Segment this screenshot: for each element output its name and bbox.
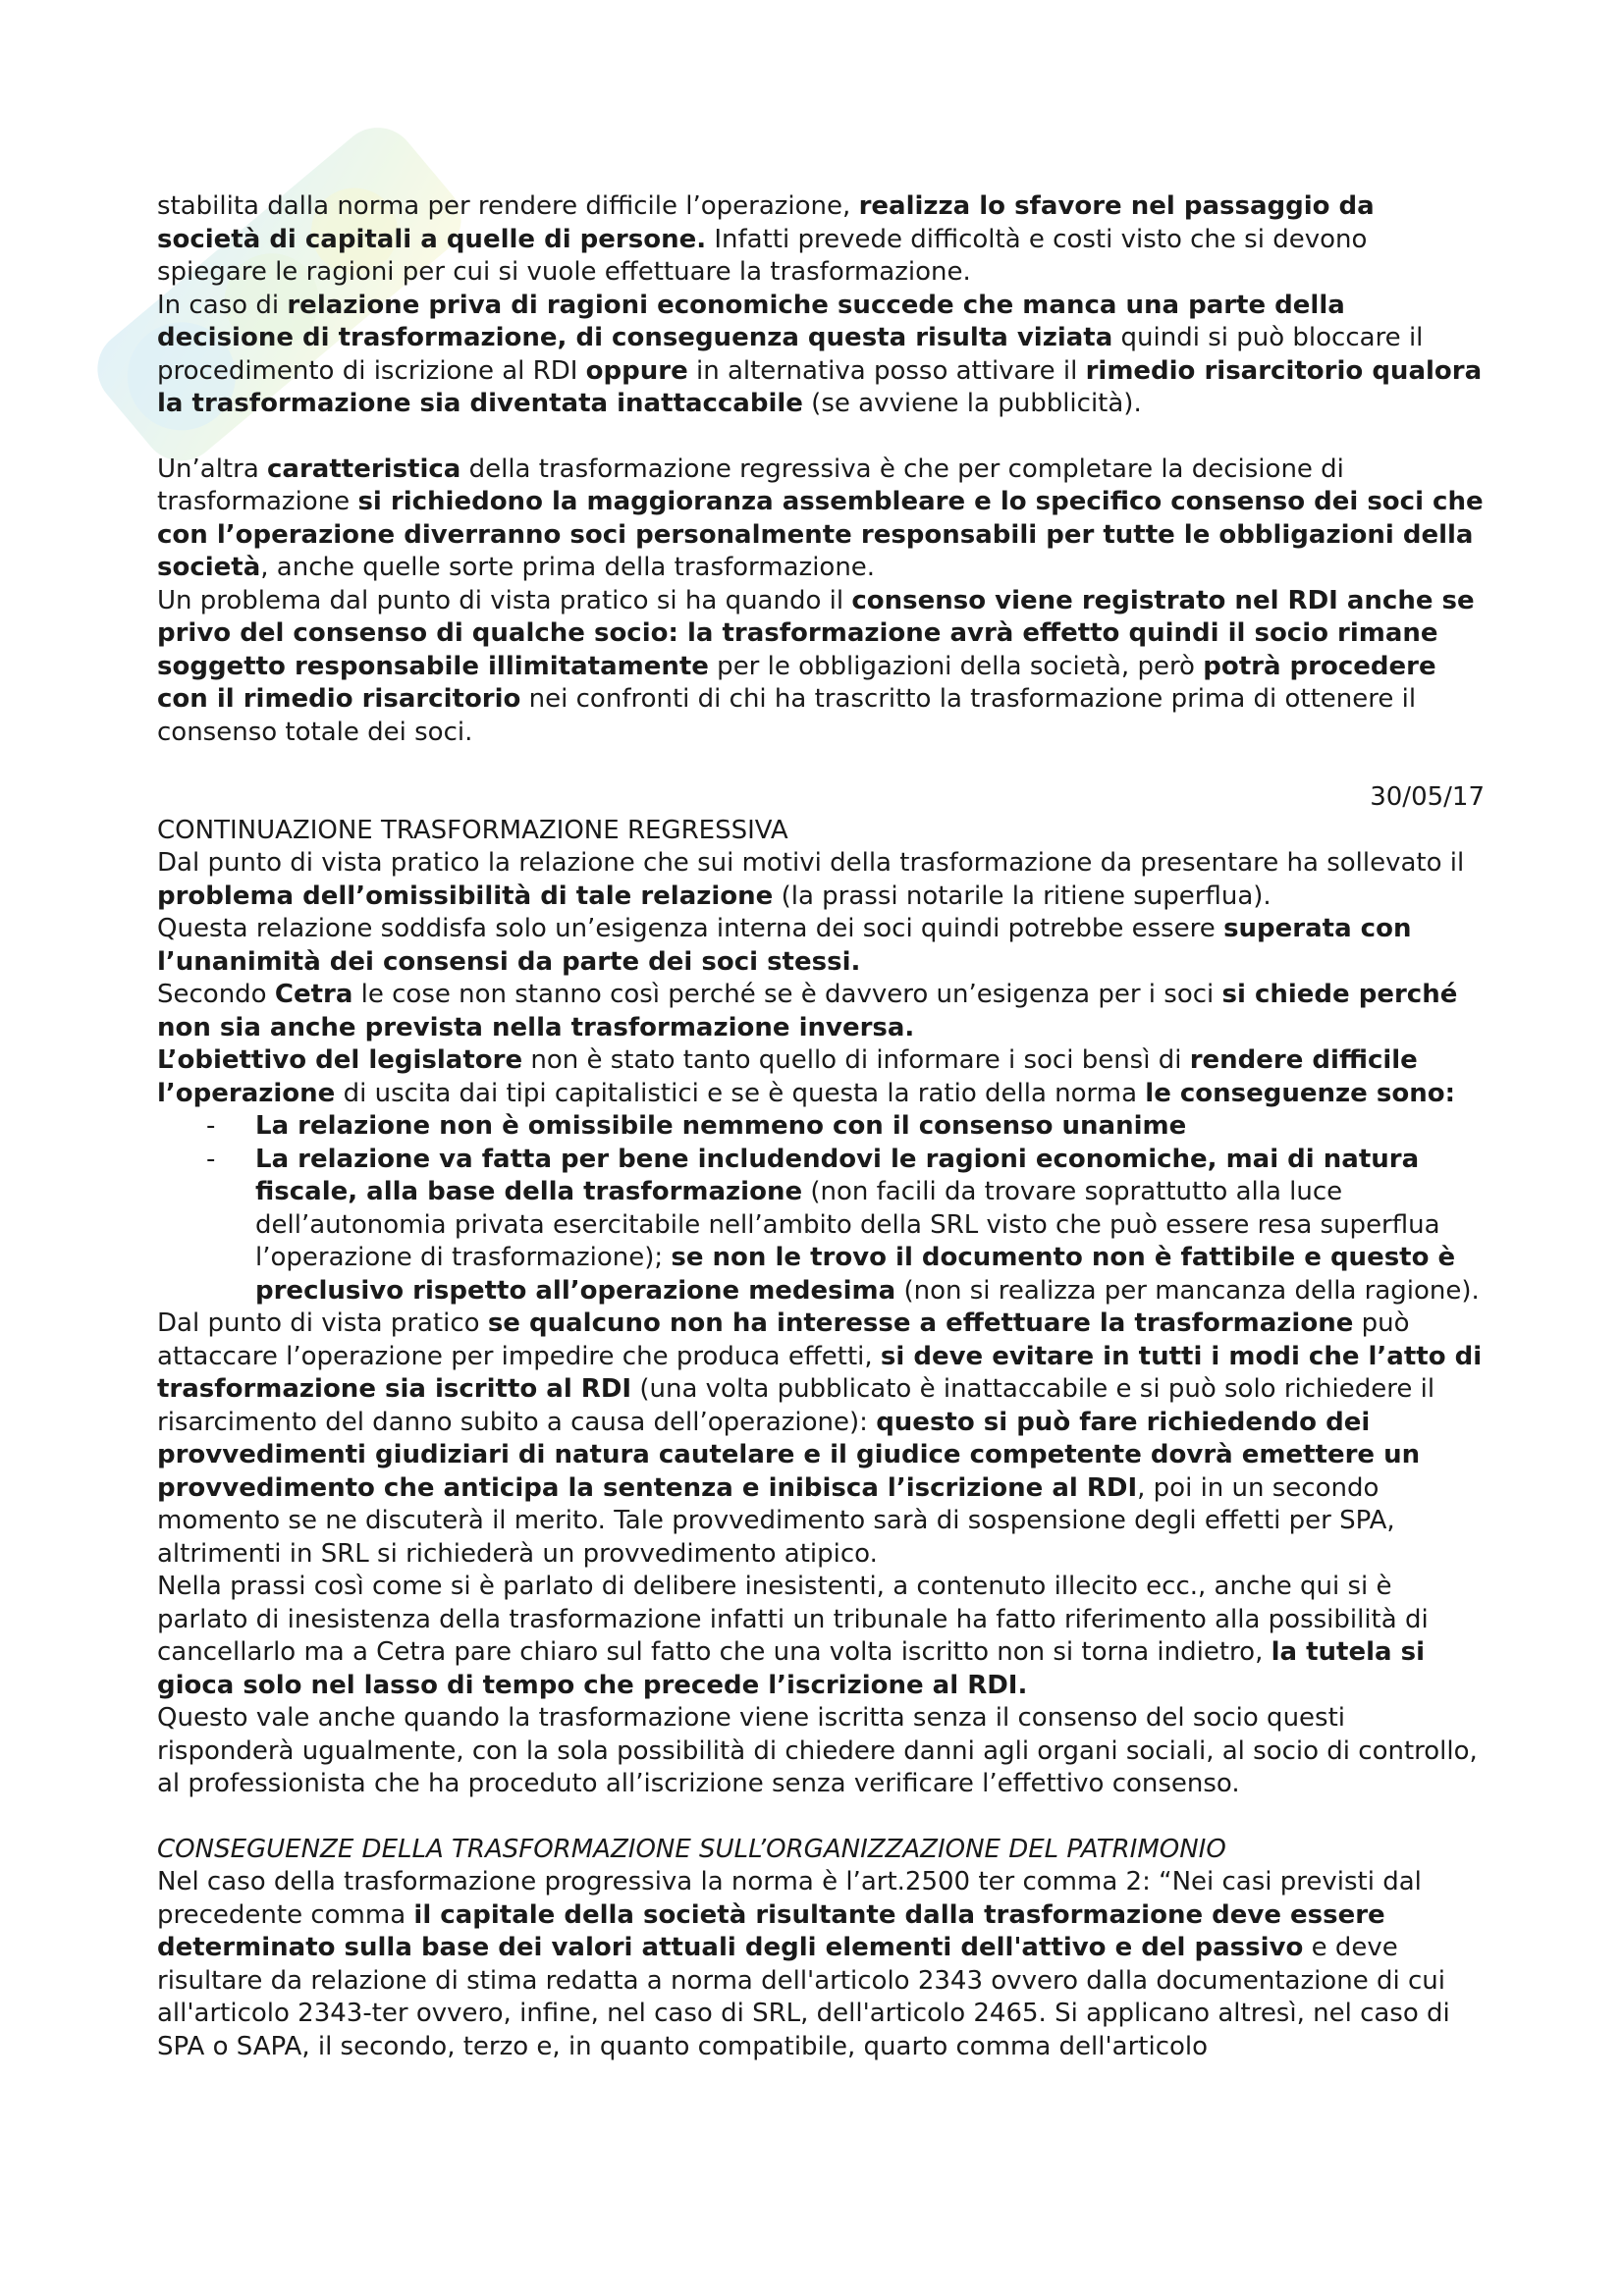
bold-text: se non le trovo il documento non è fattibile e questo è preclusivo rispetto all’operazione medesima	[255, 1243, 1456, 1306]
text-run: Un problema dal punto di vista pratico si ha quando il	[157, 585, 852, 615]
bold-text: la tutela si gioca solo nel lasso di tempo che precede l’iscrizione al RDI.	[157, 1637, 1425, 1700]
paragraph	[157, 847, 1485, 913]
date-label: 30/05/17	[1370, 782, 1485, 812]
bold-text: le conseguenze sono:	[1145, 1078, 1455, 1108]
text-run: di uscita dai tipi capitalistici e se è questa la ratio della norma	[335, 1078, 1146, 1108]
paragraph	[157, 1571, 1485, 1702]
text-run: della trasformazione regressiva è che per completare la decisione di trasformazione	[157, 454, 1344, 516]
text-run: (se avviene la pubblicità).	[802, 389, 1142, 418]
text-run: Nella prassi così come si è parlato di delibere inesistenti, a contenuto illecito ecc., anche qui si è parlato di inesistenza della trasformazione infatti un tribunale ha fatto riferimento alla possibilità di cancellarlo ma a Cetra pare chiaro sul fatto che una volta iscritto non si torna indietro,	[157, 1572, 1429, 1667]
bold-text: si chiede perché non sia anche prevista nella trasformazione inversa.	[157, 980, 1458, 1042]
text-run: , anche quelle sorte prima della trasformazione.	[260, 553, 876, 582]
text-run: , poi in un secondo momento se ne discuterà il merito. Tale provvedimento sarà di sospensione degli effetti per SPA, altrimenti in SRL si richiederà un provvedimento atipico.	[157, 1472, 1395, 1569]
bullet-dash: -	[206, 1111, 216, 1141]
text-run: In caso di	[157, 290, 288, 320]
document-body	[157, 190, 1485, 2063]
paragraph	[157, 190, 1485, 290]
text-run: le cose non stanno così perché se è davvero un’esigenza per i soci	[352, 980, 1222, 1009]
text-run: può attaccare l’operazione per impedire che produca effetti,	[157, 1308, 1410, 1371]
bold-text: si deve evitare in tutti i modi che l’atto di trasformazione sia iscritto al RDI	[157, 1341, 1483, 1404]
list-item-text	[255, 1145, 1480, 1306]
bold-text: oppure	[585, 355, 688, 386]
paragraph	[157, 290, 1485, 421]
bold-text: L’obiettivo del legislatore	[157, 1045, 523, 1075]
text-run: Secondo	[157, 980, 275, 1009]
text-run: stabilita dalla norma per rendere difficile l’operazione,	[157, 191, 859, 221]
list-item-text	[255, 1111, 1186, 1141]
text-run: quindi si può bloccare il procedimento di iscrizione al RDI	[157, 323, 1424, 386]
paragraph	[157, 585, 1485, 750]
text-run: Nel caso della trasformazione progressiva la norma è l’art.2500 ter comma 2: “Nei casi previsti dal precedente comma	[157, 1867, 1422, 1930]
consequences-list	[157, 1110, 1485, 1308]
bold-text: rimedio risarcitorio qualora la trasformazione sia diventata inattaccabile	[157, 355, 1483, 418]
section-heading: CONTINUAZIONE TRASFORMAZIONE REGRESSIVA	[157, 815, 788, 845]
list-item	[157, 1144, 1485, 1308]
text-run: Questa relazione soddisfa solo un’esigenza interna dei soci quindi potrebbe essere	[157, 914, 1224, 943]
bullet-dash: -	[206, 1144, 216, 1174]
text-run: Questo vale anche quando la trasformazione viene iscritta senza il consenso del socio questi risponderà ugualmente, con la sola possibilità di chiedere danni agli organi sociali, al socio di controllo, al professionista che ha proceduto all’iscrizione senza verificare l’effettivo consenso.	[157, 1703, 1478, 1798]
bold-text: Cetra	[274, 980, 353, 1009]
bold-text: caratteristica	[267, 454, 461, 484]
bold-text: si richiedono la maggioranza assembleare e lo specifico consenso dei soci che con l’operazione diverranno soci personalmente responsabili per tutte le obbligazioni della società	[157, 487, 1484, 582]
bold-text: rendere difficile l’operazione	[157, 1045, 1418, 1108]
text-run: in alternativa posso attivare il	[687, 355, 1086, 386]
paragraph	[157, 1702, 1485, 1801]
text-run: e deve risultare da relazione di stima redatta a norma dell'articolo 2343 ovvero dalla documentazione di cui all'articolo 2343-ter ovvero, infine, nel caso di SRL, dell'articolo 2465. Si applicano altresì, nel caso di SPA o SAPA, il secondo, terzo e, in quanto compatibile, quarto comma dell'articolo	[157, 1933, 1450, 2061]
text-run: (la prassi notarile la ritiene superflua).	[773, 881, 1271, 911]
paragraph	[157, 454, 1485, 585]
text-run: (non si realizza per mancanza della ragione).	[895, 1275, 1480, 1306]
bold-text: problema dell’omissibilità di tale relazione	[157, 881, 774, 911]
text-run: (non facili da trovare soprattutto alla luce dell’autonomia privata esercitabile nell’ambito della SRL visto che può essere resa superflua l’operazione di trasformazione);	[255, 1177, 1440, 1272]
bold-text: consenso viene registrato nel RDI anche se privo del consenso di qualche socio: la trasformazione avrà effetto quindi il socio rimane soggetto responsabile illimitatamente	[157, 585, 1475, 681]
text-run: Dal punto di vista pratico la relazione che sui motivi della trasformazione da presentare ha sollevato il	[157, 848, 1465, 878]
text-run: Dal punto di vista pratico	[157, 1308, 488, 1338]
text-run: nei confronti di chi ha trascritto la trasformazione prima di ottenere il consenso totale dei soci.	[157, 684, 1417, 747]
text-run: (una volta pubblicato è inattaccabile e si può solo richiedere il risarcimento del danno subito a causa dell’operazione):	[157, 1374, 1435, 1437]
paragraph	[157, 1308, 1485, 1571]
text-run: non è stato tanto quello di informare i soci bensì di	[522, 1045, 1190, 1075]
bold-text: se qualcuno non ha interesse a effettuare la trasformazione	[487, 1308, 1354, 1338]
list-item	[157, 1110, 1485, 1144]
paragraph	[157, 1866, 1485, 2063]
bold-text: questo si può fare richiedendo dei provvedimenti giudiziari di natura cautelare e il giudice competente dovrà emettere un provvedimento che anticipa la sentenza e inibisca l’iscrizione al RDI	[157, 1407, 1421, 1503]
bold-text: realizza lo sfavore nel passaggio da società di capitali a quelle di persone.	[157, 191, 1375, 254]
section-heading-italic: CONSEGUENZE DELLA TRASFORMAZIONE SULL’ORGANIZZAZIONE DEL PATRIMONIO	[157, 1834, 1226, 1864]
bold-text: superata con l’unanimità dei consensi da parte dei soci stessi.	[157, 914, 1412, 977]
paragraph	[157, 913, 1485, 979]
text-run: Infatti prevede difficoltà e costi visto che si devono spiegare le ragioni per cui si vuole effettuare la trasformazione.	[157, 224, 1368, 287]
paragraph	[157, 979, 1485, 1044]
bold-text: potrà procedere con il rimedio risarcitorio	[157, 651, 1436, 714]
bold-text: La relazione non è omissibile nemmeno con il consenso unanime	[255, 1111, 1187, 1141]
bold-text: relazione priva di ragioni economiche succede che manca una parte della decisione di trasformazione, di conseguenza questa risulta viziata	[157, 290, 1345, 352]
paragraph	[157, 1044, 1485, 1110]
bold-text: il capitale della società risultante dalla trasformazione deve essere determinato sulla base dei valori attuali degli elementi dell'attivo e del passivo	[157, 1899, 1385, 1962]
text-run: Un’altra	[157, 454, 268, 484]
text-run: per le obbligazioni della società, però	[708, 651, 1204, 681]
bold-text: La relazione va fatta per bene includendovi le ragioni economiche, mai di natura fiscale, alla base della trasformazione	[255, 1144, 1420, 1206]
